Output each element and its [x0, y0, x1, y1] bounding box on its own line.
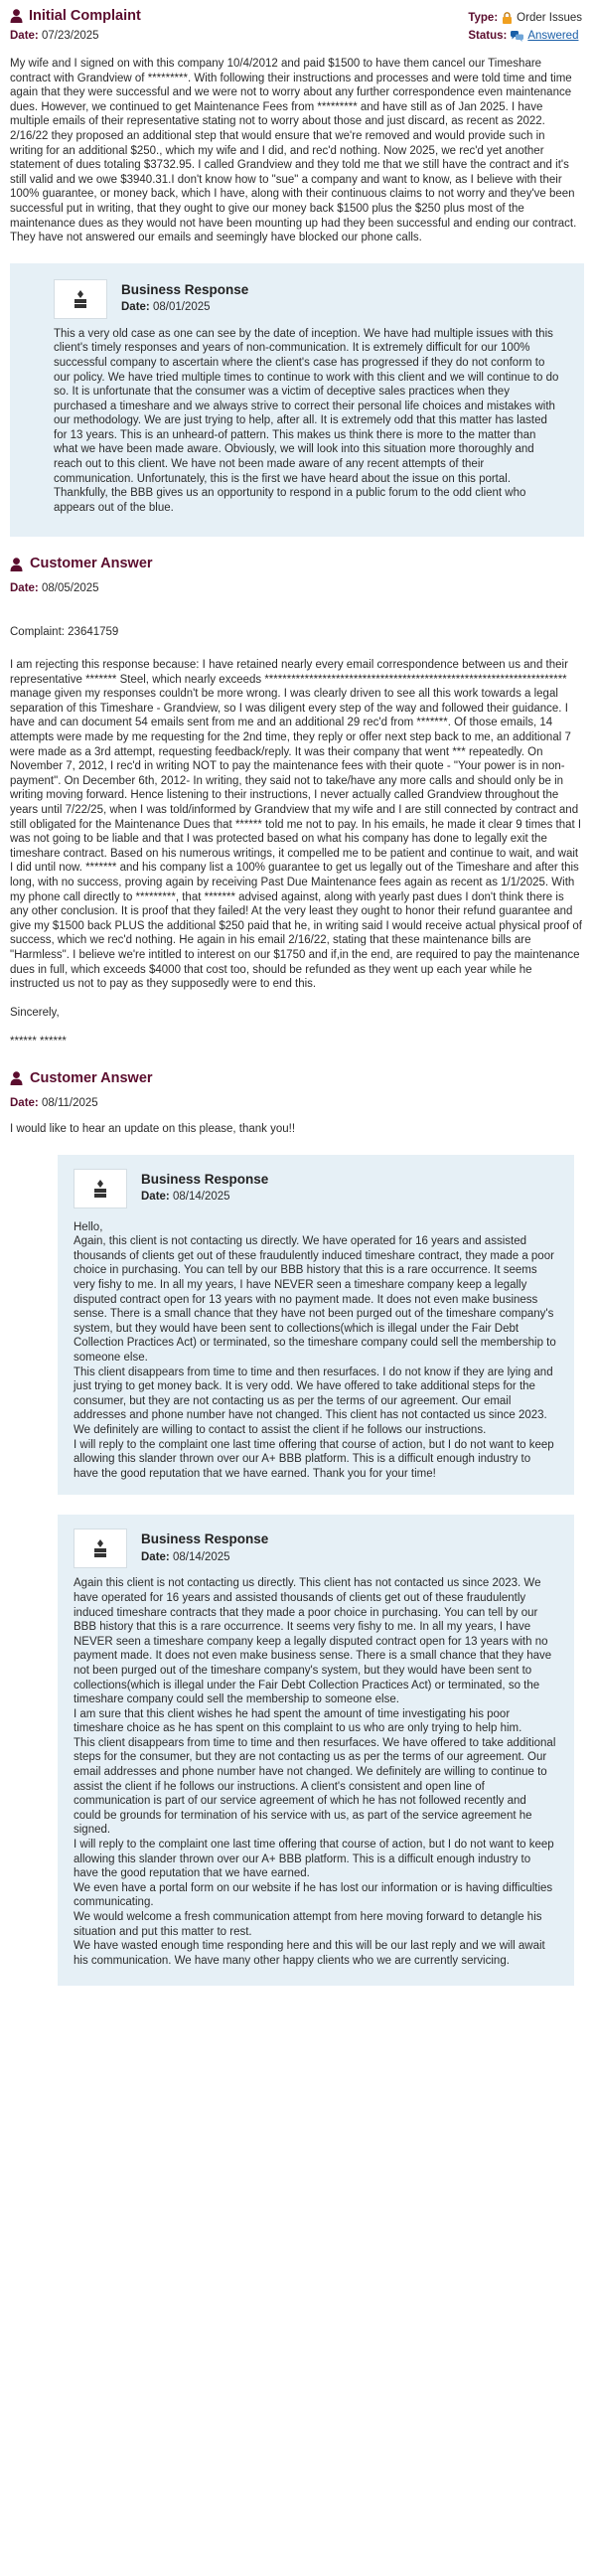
business-logo-icon [93, 1180, 107, 1198]
type-label: Type: [468, 11, 499, 24]
business-response-title: Business Response [141, 1531, 269, 1547]
customer-answer-title: Customer Answer [30, 1070, 153, 1087]
customer-answer-date [10, 581, 584, 596]
business-response-1 [10, 263, 584, 538]
business-logo [54, 279, 107, 319]
business-logo-icon [74, 290, 87, 308]
business-response-header [74, 1169, 556, 1208]
customer-answer-2 [10, 1071, 584, 1137]
initial-complaint-body: My wife and I signed on with this company 10/4/2012 and paid $1500 to have them cancel our Timeshare contract with Grandview of *********. With following their instructions and processes and were told time and time again that they were successful and we were not to worry about any further correspondence even maintenance dues. However, we continued to get Maintenance Fees from ********* and have still as of Jan 2025. I have multiple emails of their representative stating not to worry about those and just discard, as recent as 2022. 2/16/22 they proposed an additional step that would ensure that we're removed and would provide such in writing for an additional $250., which my wife and I did, and rec'd nothing. Now 2025, we rec'd yet another statement of dues totaling $3732.95. I called Grandview and they told me that we still have the contract and it's still valid and we owe $3940.31.I don't know how to "sue" a company and want to know, as I believe with their 100% guarantee, or money back, which I have, along with their continuous claims to not worry and they've been successful put in writing, that they ought to give our money back $1500 plus the $250 plus most of the maintenance dues as they would not have been mounting up had they been successful and ending our contract. They have not answered our emails and seemingly have blocked our phone calls. [10, 58, 577, 244]
date-label: Date: [121, 301, 150, 314]
business-response-header [54, 279, 562, 319]
date-value: 08/05/2025 [41, 581, 99, 594]
type-value: Order Issues [517, 11, 582, 24]
person-icon [10, 558, 23, 571]
business-response-date [141, 1190, 268, 1205]
date-label: Date: [141, 1191, 170, 1204]
date-label: Date: [10, 1096, 39, 1109]
business-response-body: Hello, Again, this client is not contacting us directly. We have operated for 16 years and assisted thousands of clients get out of these fraudulently induced timeshare contract, they made a poor choice in purchasing. You can tell by our BBB history that this is a rare occurrence. It seems very fishy to me. In all my years, I have NEVER seen a timeshare company keep a legally disputed contract open for 13 years with no payment made. It does not even make business sense. There is a small chance that they have not been purged out of the timeshare company's system, but they would have been sent to collections(which is illegal under the Fair Debt Collection Practices Act) or terminated, so the timeshare company could sell the membership to someone else. This client disappears from time to time and then resurfaces. I do not know if they are lying and just trying to get money back. It is very odd. We have offered to take additional steps for the consumer, but they are not contacting us as per the terms of our agreement. Our email addresses and phone number have not changed. This client has not contacted us since 2023. We definitely are willing to contact to assist the client if he follows our instructions. I will reply to the complaint one last time offering that course of action, but I do not want to keep allowing this slander thrown over our A+ BBB platform. This is a difficult enough industry to have the good reputation that we have earned. Thank you for your time! [74, 1220, 556, 1480]
business-response-title: Business Response [141, 1171, 269, 1187]
lock-icon [502, 12, 513, 24]
customer-answer-date [10, 1096, 584, 1111]
status-label: Status: [468, 29, 508, 42]
date-value: 08/14/2025 [172, 1191, 230, 1204]
status-answered-link[interactable]: Answered [527, 29, 579, 42]
customer-answer-heading [10, 557, 584, 571]
customer-answer-heading [10, 1071, 584, 1086]
complaint-status [468, 27, 582, 45]
person-icon [10, 1071, 23, 1085]
business-response-2 [58, 1155, 574, 1496]
date-label: Date: [10, 29, 39, 42]
date-label: Date: [141, 1550, 170, 1563]
business-response-body: This a very old case as one can see by the date of inception. We have had multiple issues with this client's timely responses and years of non-communication. It is extremely difficult for our 100% successful company to ascertain where the client's case has progressed if they do not conform to our policy. We have tried multiple times to continue to work with this client and we will continue to do so. It is unfortunate that the consumer was a victim of deceptive sales practices when they purchased a timeshare and we always strive to correct their personal life choices and mistakes with our methodology. We are just trying to help, after all. It is extremely odd that this matter has lasted for 13 years. This is an unheard-of pattern. This makes us think there is more to the matter than what we have been made aware. Obviously, we will look into this situation more thoroughly and reach out to this client. We have not been made aware of any recent attempts of their communication. Unfortunately, this is the first we have heard about the issue on this portal. Thankfully, the BBB gives us an opportunity to respond in a public forum to the odd client who appears out of the blue. [54, 327, 559, 514]
date-value: 08/11/2025 [41, 1096, 98, 1109]
business-logo [74, 1169, 127, 1208]
initial-complaint-heading [10, 9, 141, 24]
date-label: Date: [10, 581, 39, 594]
date-value: 08/14/2025 [172, 1550, 230, 1563]
customer-answer-1 [10, 557, 584, 1049]
business-response-title: Business Response [121, 281, 249, 297]
customer-answer-body: I would like to hear an update on this please, thank you!! [10, 1123, 296, 1136]
complaint-number: Complaint: 23641759 [10, 626, 119, 639]
date-value: 08/01/2025 [152, 301, 211, 314]
business-response-header [74, 1529, 556, 1568]
complaint-meta [468, 9, 584, 45]
person-icon [10, 9, 23, 23]
business-response-3 [58, 1515, 574, 1986]
date-value: 07/23/2025 [41, 29, 99, 42]
business-logo [74, 1529, 127, 1568]
customer-answer-title: Customer Answer [30, 556, 153, 572]
customer-answer-body: I am rejecting this response because: I have retained nearly every email correspondence between us and their representative ******* Steel, which nearly exceeds ******************************************************************** manage given my responses couldn't be more wrong. I was clearly driven to see all this work towards a legal separation of this Timeshare - Grandview, so I was diligent every step of the way and followed their guidance. I have and can document 54 emails sent from me and an additional 29 rec'd from *******. Of those emails, 14 attempts were made by me requesting for the 2nd time, they reply or offer next step back to me, an additional 7 were made as a 3rd attempt, requesting feedback/reply. It was their company that went *** repeatedly. On November 7, 2012, I rec'd in writing NOT to pay the maintenance fees with their quote - "Your power is in non-payment". On December 6th, 2012- In writing, they said not to take/have any more calls and should only be in writing moving forward. Hence listening to their instructions, I never actually called Grandview throughout the years until 7/22/25, when I was told/informed by Grandview that my wife and I are still connected by contract and still obligated for the Maintenance Dues that ****** told me not to pay. In his emails, he made it clear 9 times that I was not going to be liable and that I was protected based on what his company has done to legally exit the timeshare contract. Based on his numerous writings, it compelled me to be patient and continue to wait, and wait I did until now. ******* and his company list a 100% guarantee to get us legally out of the Timeshare and after this long, with no success, proving again by receiving Past Due Maintenance fees again as recent as 1/1/2025. With my phone call directly to *********, that ******* advised against, along with yearly past dues I don't think there is any other conclusion. It is proof that they failed! At the very least they ought to honor their refund guarantee and give my $1500 back PLUS the additional $250 paid that he, in writing said I would receive actual physical proof of success, which we rec'd nothing. He again in his email 2/16/22, stating that these maintenance bills are "Harmless". I believe we're intitled to interest on our $1750 and if,in the end, are required to pay the maintenance dues in full, which exceeds $4000 that cost too, should be refunded as they went up each year while he instructed us not to pay as they supposedly were to end this. Sincerely, ****** ****** [10, 659, 582, 1048]
business-logo-icon [93, 1539, 107, 1557]
business-response-body: Again this client is not contacting us directly. This client has not contacted us since 2023. We have operated for 16 years and assisted thousands of clients get out of these fraudulently induced timeshare contracts that they made a poor choice in purchasing. You can tell by our BBB history that this is a rare occurrence. It seems very fishy to me. In all my years, I have NEVER seen a timeshare company keep a legally disputed contract open for 13 years with no payment made. It does not even make business sense. There is a small chance that they have not been purged out of the timeshare company's system, but they would have been sent to collections(which is illegal under the Fair Debt Collection Practices Act) or terminated, so the timeshare company could sell the membership to someone else. I am sure that this client wishes he had spent the amount of time investigating his poor timeshare choice as he has spent on this complaint to us who are only trying to help him. This client disappears from time to time and then resurfaces. We have offered to take additional steps for the consumer, but they are not contacting us as per the terms of our agreement. Our email addresses and phone number have not changed. We definitely are willing to continue to assist the client if he follows our instructions. A client's consistent and open line of communication is part of our service agreement of which he has not followed recently and could be grounds for termination of his service with us, as part of the service agreement he signed. I will reply to the complaint one last time offering that course of action, but I do not want to keep allowing this slander thrown over our A+ BBB platform. This is a difficult enough industry to have the good reputation that we have earned. We even have a portal form on our website if he has lost our information or is having difficulties communicating. We would welcome a fresh communication attempt from here moving forward to detangle his situation and put this matter to rest. We have wasted enough time responding here and this will be our last reply and we will await his communication. We have many other happy clients who we are currently servicing. [74, 1577, 556, 1967]
complaint-type [468, 9, 582, 27]
business-response-date [141, 1550, 268, 1565]
business-response-date [121, 300, 248, 315]
chat-bubbles-icon [511, 31, 523, 42]
initial-complaint [10, 0, 584, 245]
initial-complaint-date [10, 29, 141, 44]
initial-complaint-title: Initial Complaint [29, 8, 141, 24]
